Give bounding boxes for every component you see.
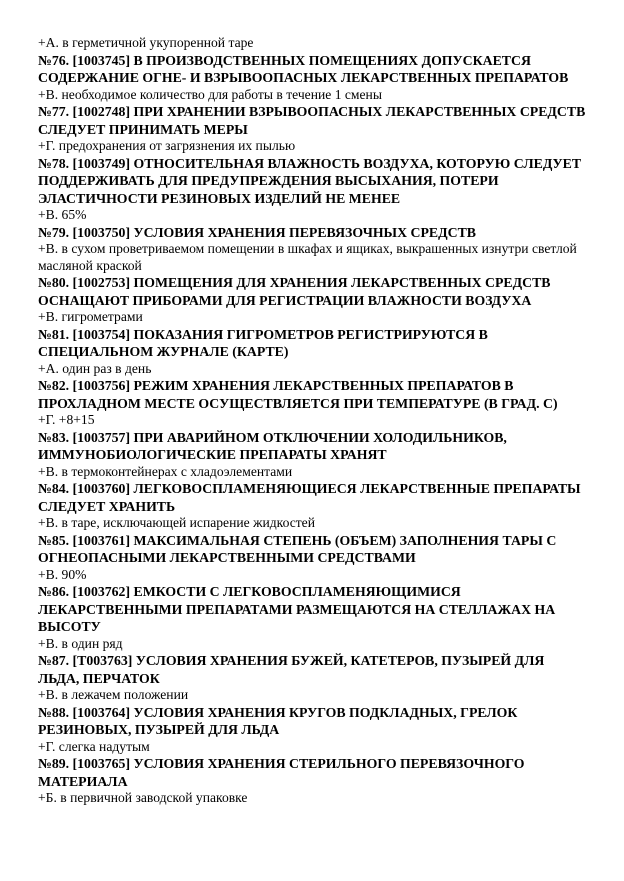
answer-line: +Г. предохранения от загрязнения их пылью [38,138,296,153]
question-heading: №81. [1003754] ПОКАЗАНИЯ ГИГРОМЕТРОВ РЕГИСТРИРУЮТСЯ В СПЕЦИАЛЬНОМ ЖУРНАЛЕ (КАРТЕ) [38,326,488,359]
answer-line: +В. в сухом проветриваемом помещении в шкафах и ящиках, выкрашенных изнутри светлой масляной краской [38,241,577,273]
question-heading: №82. [1003756] РЕЖИМ ХРАНЕНИЯ ЛЕКАРСТВЕННЫХ ПРЕПАРАТОВ В ПРОХЛАДНОМ МЕСТЕ ОСУЩЕСТВЛЯЕТСЯ ПРИ ТЕМПЕРАТУРЕ (В ГРАД. С) [38,378,558,411]
question-heading: №77. [1002748] ПРИ ХРАНЕНИИ ВЗРЫВООПАСНЫХ ЛЕКАРСТВЕННЫХ СРЕДСТВ СЛЕДУЕТ ПРИНИМАТЬ МЕРЫ [38,104,586,137]
answer-line: +В. необходимое количество для работы в течение 1 смены [38,86,382,102]
question-heading: №83. [1003757] ПРИ АВАРИЙНОМ ОТКЛЮЧЕНИИ ХОЛОДИЛЬНИКОВ, ИММУНОБИОЛОГИЧЕСКИЕ ПРЕПАРАТЫ ХРАНЯТ [38,429,507,462]
question-heading: №78. [1003749] ОТНОСИТЕЛЬНАЯ ВЛАЖНОСТЬ ВОЗДУХА, КОТОРУЮ СЛЕДУЕТ ПОДДЕРЖИВАТЬ ДЛЯ ПРЕДУПРЕЖДЕНИЯ ВЫСЫХАНИЯ, ПОТЕРИ ЭЛАСТИЧНОСТИ РЕЗИНОВЫХ ИЗДЕЛИЙ НЕ МЕНЕЕ [38,155,582,206]
question-heading: №80. [1002753] ПОМЕЩЕНИЯ ДЛЯ ХРАНЕНИЯ ЛЕКАРСТВЕННЫХ СРЕДСТВ ОСНАЩАЮТ ПРИБОРАМИ ДЛЯ РЕГИСТРАЦИИ ВЛАЖНОСТИ ВОЗДУХА [38,275,551,308]
answer-line: +В. в лежачем положении [38,687,189,702]
answer-line: +В. в один ряд [38,635,123,651]
answer-line: +Г. слегка надутым [38,738,150,754]
question-heading: №84. [1003760] ЛЕГКОВОСПЛАМЕНЯЮЩИЕСЯ ЛЕКАРСТВЕННЫЕ ПРЕПАРАТЫ СЛЕДУЕТ ХРАНИТЬ [38,481,581,514]
answer-line: +В. в термоконтейнерах с хладоэлементами [38,463,293,479]
answer-line: +А. в герметичной укупоренной таре [38,35,254,50]
answer-line: +А. один раз в день [38,360,152,376]
question-heading: №87. [Т003763] УСЛОВИЯ ХРАНЕНИЯ БУЖЕЙ, КАТЕТЕРОВ, ПУЗЫРЕЙ ДЛЯ ЛЬДА, ПЕРЧАТОК [38,653,545,686]
answer-line: +В. 90% [38,566,87,582]
question-heading: №85. [1003761] МАКСИМАЛЬНАЯ СТЕПЕНЬ (ОБЪЕМ) ЗАПОЛНЕНИЯ ТАРЫ С ОГНЕОПАСНЫМИ ЛЕКАРСТВЕННЫМИ СРЕДСТВАМИ [38,532,557,565]
question-heading: №86. [1003762] ЕМКОСТИ С ЛЕГКОВОСПЛАМЕНЯЮЩИМИСЯ ЛЕКАРСТВЕННЫМИ ПРЕПАРАТАМИ РАЗМЕЩАЮТСЯ НА СТЕЛЛАЖАХ НА ВЫСОТУ [38,584,556,634]
answer-line: +В. 65% [38,207,87,222]
question-heading: №89. [1003765] УСЛОВИЯ ХРАНЕНИЯ СТЕРИЛЬНОГО ПЕРЕВЯЗОЧНОГО МАТЕРИАЛА [38,756,525,789]
question-heading: №88. [1003764] УСЛОВИЯ ХРАНЕНИЯ КРУГОВ ПОДКЛАДНЫХ, ГРЕЛОК РЕЗИНОВЫХ, ПУЗЫРЕЙ ДЛЯ ЛЬДА [38,704,518,737]
answer-line: +Г. +8+15 [38,412,95,427]
question-heading: №76. [1003745] В ПРОИЗВОДСТВЕННЫХ ПОМЕЩЕНИЯХ ДОПУСКАЕТСЯ СОДЕРЖАНИЕ ОГНЕ- И ВЗРЫВООПАСНЫХ ЛЕКАРСТВЕННЫХ ПРЕПАРАТОВ [38,52,569,85]
question-heading: №79. [1003750] УСЛОВИЯ ХРАНЕНИЯ ПЕРЕВЯЗОЧНЫХ СРЕДСТВ [38,224,476,240]
answer-line: +Б. в первичной заводской упаковке [38,790,248,805]
answer-line: +В. в таре, исключающей испарение жидкостей [38,515,315,530]
answer-line: +В. гигрометрами [38,309,143,324]
